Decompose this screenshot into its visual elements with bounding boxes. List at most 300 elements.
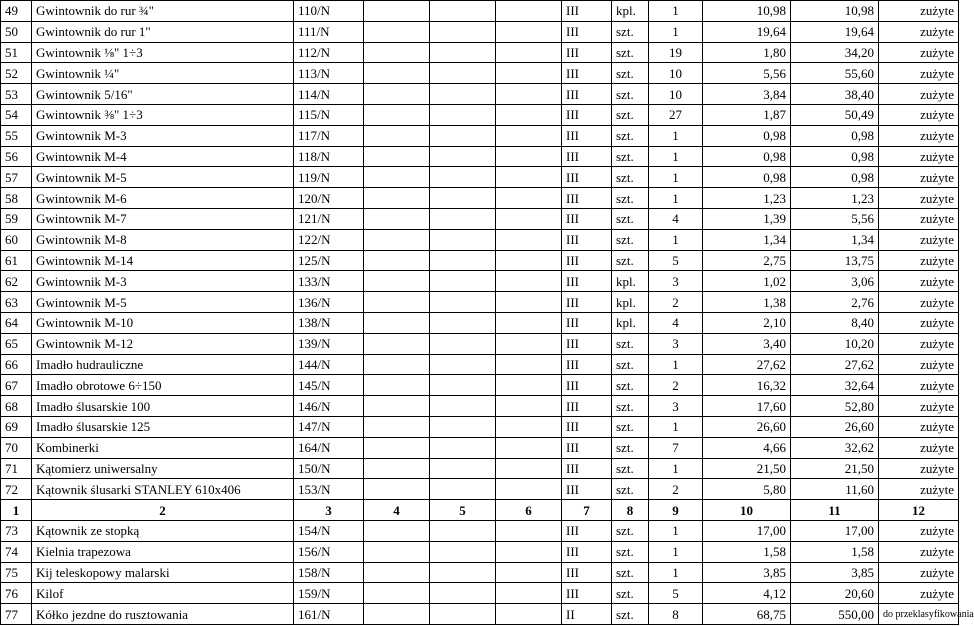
quantity-cell: 1 [649, 125, 703, 146]
status-cell: zużyte [879, 375, 959, 396]
unit-cell: szt. [612, 333, 649, 354]
empty-cell [364, 416, 430, 437]
table-row [1, 167, 959, 188]
unit-cell: szt. [612, 583, 649, 604]
empty-cell [496, 21, 562, 42]
unit-price-cell: 5,56 [703, 63, 791, 84]
unit-price-cell: 1,02 [703, 271, 791, 292]
column-number: 8 [612, 500, 649, 521]
empty-cell [496, 125, 562, 146]
table-row [1, 84, 959, 105]
status-cell: zużyte [879, 229, 959, 250]
inventory-number-cell: 161/N [294, 604, 364, 625]
empty-cell [430, 312, 496, 333]
total-value-cell: 38,40 [791, 84, 879, 105]
unit-cell: kpl. [612, 271, 649, 292]
unit-price-cell: 27,62 [703, 354, 791, 375]
item-name-cell: Kielnia trapezowa [32, 541, 294, 562]
empty-cell [364, 146, 430, 167]
quantity-cell: 4 [649, 208, 703, 229]
inventory-number-cell: 146/N [294, 396, 364, 417]
total-value-cell: 0,98 [791, 167, 879, 188]
unit-price-cell: 26,60 [703, 416, 791, 437]
status-cell: zużyte [879, 416, 959, 437]
empty-cell [364, 354, 430, 375]
empty-cell [364, 458, 430, 479]
empty-cell [364, 604, 430, 625]
inventory-number-cell: 120/N [294, 188, 364, 209]
empty-cell [496, 479, 562, 500]
row-number-cell: 63 [1, 292, 32, 313]
inventory-number-cell: 153/N [294, 479, 364, 500]
unit-price-cell: 0,98 [703, 167, 791, 188]
empty-cell [364, 375, 430, 396]
item-name-cell: Kilof [32, 583, 294, 604]
unit-cell: szt. [612, 188, 649, 209]
unit-cell: szt. [612, 208, 649, 229]
total-value-cell: 50,49 [791, 104, 879, 125]
unit-price-cell: 3,40 [703, 333, 791, 354]
column-number: 10 [703, 500, 791, 521]
empty-cell [430, 541, 496, 562]
status-cell: zużyte [879, 188, 959, 209]
unit-price-cell: 10,98 [703, 1, 791, 22]
status-cell: zużyte [879, 583, 959, 604]
unit-cell: szt. [612, 479, 649, 500]
unit-cell: szt. [612, 541, 649, 562]
empty-cell [496, 375, 562, 396]
empty-cell [496, 167, 562, 188]
empty-cell [430, 354, 496, 375]
item-name-cell: Kij teleskopowy malarski [32, 562, 294, 583]
column-number-row [1, 500, 959, 521]
item-name-cell: Kątownik ślusarki STANLEY 610x406 [32, 479, 294, 500]
row-number-cell: 64 [1, 312, 32, 333]
row-number-cell: 52 [1, 63, 32, 84]
status-cell: zużyte [879, 104, 959, 125]
class-cell: III [562, 146, 612, 167]
column-number: 7 [562, 500, 612, 521]
row-number-cell: 65 [1, 333, 32, 354]
empty-cell [496, 42, 562, 63]
quantity-cell: 1 [649, 229, 703, 250]
class-cell: III [562, 396, 612, 417]
quantity-cell: 5 [649, 583, 703, 604]
total-value-cell: 27,62 [791, 354, 879, 375]
empty-cell [364, 583, 430, 604]
unit-cell: szt. [612, 416, 649, 437]
row-number-cell: 60 [1, 229, 32, 250]
empty-cell [430, 104, 496, 125]
quantity-cell: 2 [649, 292, 703, 313]
empty-cell [496, 292, 562, 313]
unit-price-cell: 3,85 [703, 562, 791, 583]
unit-price-cell: 1,80 [703, 42, 791, 63]
total-value-cell: 5,56 [791, 208, 879, 229]
quantity-cell: 2 [649, 479, 703, 500]
empty-cell [496, 312, 562, 333]
row-number-cell: 66 [1, 354, 32, 375]
class-cell: III [562, 188, 612, 209]
empty-cell [364, 84, 430, 105]
unit-price-cell: 1,34 [703, 229, 791, 250]
status-cell: zużyte [879, 146, 959, 167]
table-row [1, 458, 959, 479]
unit-price-cell: 68,75 [703, 604, 791, 625]
item-name-cell: Gwintownik M-10 [32, 312, 294, 333]
class-cell: III [562, 21, 612, 42]
unit-cell: szt. [612, 437, 649, 458]
quantity-cell: 10 [649, 63, 703, 84]
empty-cell [496, 437, 562, 458]
total-value-cell: 1,58 [791, 541, 879, 562]
column-number: 9 [649, 500, 703, 521]
status-cell: do przeklasyfikowania [879, 604, 959, 625]
status-cell: zużyte [879, 208, 959, 229]
quantity-cell: 1 [649, 354, 703, 375]
empty-cell [430, 188, 496, 209]
item-name-cell: Gwintownik M-7 [32, 208, 294, 229]
empty-cell [364, 562, 430, 583]
quantity-cell: 1 [649, 416, 703, 437]
item-name-cell: Imadło hudrauliczne [32, 354, 294, 375]
row-number-cell: 62 [1, 271, 32, 292]
unit-price-cell: 1,58 [703, 541, 791, 562]
empty-cell [430, 271, 496, 292]
inventory-number-cell: 110/N [294, 1, 364, 22]
table-row [1, 604, 959, 625]
table-row [1, 63, 959, 84]
inventory-number-cell: 111/N [294, 21, 364, 42]
item-name-cell: Gwintownik M-8 [32, 229, 294, 250]
empty-cell [496, 458, 562, 479]
column-number-header [1, 500, 959, 521]
empty-cell [364, 42, 430, 63]
total-value-cell: 34,20 [791, 42, 879, 63]
inventory-number-cell: 145/N [294, 375, 364, 396]
unit-price-cell: 16,32 [703, 375, 791, 396]
table-row [1, 188, 959, 209]
table-row [1, 354, 959, 375]
empty-cell [496, 63, 562, 84]
item-name-cell: Gwintownik M-5 [32, 292, 294, 313]
status-cell: zużyte [879, 479, 959, 500]
quantity-cell: 1 [649, 21, 703, 42]
row-number-cell: 58 [1, 188, 32, 209]
column-number: 11 [791, 500, 879, 521]
row-number-cell: 68 [1, 396, 32, 417]
quantity-cell: 1 [649, 562, 703, 583]
unit-cell: kpl. [612, 292, 649, 313]
empty-cell [496, 1, 562, 22]
item-name-cell: Gwintownik M-4 [32, 146, 294, 167]
total-value-cell: 52,80 [791, 396, 879, 417]
empty-cell [430, 21, 496, 42]
empty-cell [364, 125, 430, 146]
empty-cell [496, 188, 562, 209]
unit-cell: szt. [612, 104, 649, 125]
table-body-top [1, 1, 959, 500]
row-number-cell: 76 [1, 583, 32, 604]
class-cell: III [562, 583, 612, 604]
column-number: 4 [364, 500, 430, 521]
status-cell: zużyte [879, 292, 959, 313]
table-row [1, 125, 959, 146]
status-cell: zużyte [879, 125, 959, 146]
total-value-cell: 2,76 [791, 292, 879, 313]
table-row [1, 250, 959, 271]
inventory-number-cell: 136/N [294, 292, 364, 313]
empty-cell [430, 125, 496, 146]
unit-price-cell: 5,80 [703, 479, 791, 500]
unit-price-cell: 4,66 [703, 437, 791, 458]
item-name-cell: Gwintownik M-14 [32, 250, 294, 271]
quantity-cell: 1 [649, 1, 703, 22]
inventory-number-cell: 125/N [294, 250, 364, 271]
item-name-cell: Gwintownik 5/16" [32, 84, 294, 105]
total-value-cell: 13,75 [791, 250, 879, 271]
unit-price-cell: 3,84 [703, 84, 791, 105]
table-row [1, 375, 959, 396]
inventory-number-cell: 150/N [294, 458, 364, 479]
unit-price-cell: 19,64 [703, 21, 791, 42]
unit-cell: szt. [612, 229, 649, 250]
class-cell: III [562, 1, 612, 22]
class-cell: III [562, 250, 612, 271]
inventory-number-cell: 164/N [294, 437, 364, 458]
unit-cell: szt. [612, 354, 649, 375]
empty-cell [364, 396, 430, 417]
empty-cell [430, 42, 496, 63]
unit-cell: szt. [612, 375, 649, 396]
column-number: 1 [1, 500, 32, 521]
item-name-cell: Kątownik ze stopką [32, 520, 294, 541]
empty-cell [364, 104, 430, 125]
inventory-number-cell: 112/N [294, 42, 364, 63]
unit-cell: szt. [612, 167, 649, 188]
row-number-cell: 57 [1, 167, 32, 188]
status-cell: zużyte [879, 396, 959, 417]
item-name-cell: Gwintownik ⅜" 1÷3 [32, 104, 294, 125]
status-cell: zużyte [879, 437, 959, 458]
class-cell: II [562, 604, 612, 625]
quantity-cell: 8 [649, 604, 703, 625]
inventory-number-cell: 118/N [294, 146, 364, 167]
unit-cell: szt. [612, 42, 649, 63]
empty-cell [430, 208, 496, 229]
total-value-cell: 55,60 [791, 63, 879, 84]
inventory-number-cell: 159/N [294, 583, 364, 604]
class-cell: III [562, 562, 612, 583]
item-name-cell: Gwintownik ⅛" 1÷3 [32, 42, 294, 63]
unit-price-cell: 1,23 [703, 188, 791, 209]
inventory-number-cell: 138/N [294, 312, 364, 333]
unit-price-cell: 2,10 [703, 312, 791, 333]
class-cell: III [562, 42, 612, 63]
total-value-cell: 0,98 [791, 146, 879, 167]
inventory-number-cell: 117/N [294, 125, 364, 146]
empty-cell [430, 479, 496, 500]
empty-cell [430, 84, 496, 105]
empty-cell [364, 520, 430, 541]
table-row [1, 42, 959, 63]
empty-cell [364, 271, 430, 292]
unit-price-cell: 0,98 [703, 146, 791, 167]
status-cell: zużyte [879, 1, 959, 22]
empty-cell [496, 604, 562, 625]
row-number-cell: 55 [1, 125, 32, 146]
total-value-cell: 0,98 [791, 125, 879, 146]
empty-cell [430, 375, 496, 396]
table-row [1, 208, 959, 229]
row-number-cell: 69 [1, 416, 32, 437]
total-value-cell: 21,50 [791, 458, 879, 479]
inventory-number-cell: 156/N [294, 541, 364, 562]
unit-price-cell: 1,87 [703, 104, 791, 125]
row-number-cell: 50 [1, 21, 32, 42]
table-row [1, 312, 959, 333]
item-name-cell: Kombinerki [32, 437, 294, 458]
quantity-cell: 7 [649, 437, 703, 458]
quantity-cell: 3 [649, 333, 703, 354]
status-cell: zużyte [879, 271, 959, 292]
row-number-cell: 53 [1, 84, 32, 105]
table-row [1, 229, 959, 250]
item-name-cell: Gwintownik M-3 [32, 125, 294, 146]
empty-cell [364, 63, 430, 84]
table-row [1, 479, 959, 500]
row-number-cell: 67 [1, 375, 32, 396]
row-number-cell: 49 [1, 1, 32, 22]
row-number-cell: 77 [1, 604, 32, 625]
empty-cell [496, 396, 562, 417]
empty-cell [496, 208, 562, 229]
empty-cell [430, 63, 496, 84]
inventory-number-cell: 139/N [294, 333, 364, 354]
class-cell: III [562, 292, 612, 313]
inventory-number-cell: 113/N [294, 63, 364, 84]
inventory-number-cell: 144/N [294, 354, 364, 375]
item-name-cell: Gwintownik ¼" [32, 63, 294, 84]
unit-cell: kpl. [612, 1, 649, 22]
class-cell: III [562, 375, 612, 396]
row-number-cell: 51 [1, 42, 32, 63]
quantity-cell: 1 [649, 458, 703, 479]
status-cell: zużyte [879, 562, 959, 583]
class-cell: III [562, 84, 612, 105]
total-value-cell: 19,64 [791, 21, 879, 42]
total-value-cell: 17,00 [791, 520, 879, 541]
status-cell: zużyte [879, 63, 959, 84]
class-cell: III [562, 229, 612, 250]
table-row [1, 562, 959, 583]
class-cell: III [562, 104, 612, 125]
row-number-cell: 74 [1, 541, 32, 562]
quantity-cell: 5 [649, 250, 703, 271]
empty-cell [496, 229, 562, 250]
table-row [1, 437, 959, 458]
total-value-cell: 3,06 [791, 271, 879, 292]
empty-cell [430, 229, 496, 250]
total-value-cell: 26,60 [791, 416, 879, 437]
status-cell: zużyte [879, 520, 959, 541]
unit-cell: szt. [612, 562, 649, 583]
unit-cell: szt. [612, 396, 649, 417]
quantity-cell: 1 [649, 188, 703, 209]
unit-cell: szt. [612, 84, 649, 105]
table-row [1, 146, 959, 167]
empty-cell [496, 562, 562, 583]
empty-cell [430, 520, 496, 541]
empty-cell [364, 188, 430, 209]
table-row [1, 416, 959, 437]
row-number-cell: 61 [1, 250, 32, 271]
class-cell: III [562, 125, 612, 146]
table-row [1, 333, 959, 354]
column-number: 5 [430, 500, 496, 521]
row-number-cell: 54 [1, 104, 32, 125]
empty-cell [364, 1, 430, 22]
empty-cell [364, 167, 430, 188]
item-name-cell: Gwintownik M-5 [32, 167, 294, 188]
unit-cell: szt. [612, 146, 649, 167]
empty-cell [496, 354, 562, 375]
empty-cell [430, 396, 496, 417]
unit-cell: kpl. [612, 312, 649, 333]
empty-cell [496, 271, 562, 292]
unit-cell: szt. [612, 250, 649, 271]
item-name-cell: Gwintownik M-3 [32, 271, 294, 292]
empty-cell [496, 84, 562, 105]
total-value-cell: 1,34 [791, 229, 879, 250]
quantity-cell: 3 [649, 271, 703, 292]
empty-cell [430, 167, 496, 188]
total-value-cell: 20,60 [791, 583, 879, 604]
empty-cell [496, 250, 562, 271]
table-row [1, 583, 959, 604]
total-value-cell: 1,23 [791, 188, 879, 209]
inventory-number-cell: 121/N [294, 208, 364, 229]
class-cell: III [562, 312, 612, 333]
inventory-number-cell: 122/N [294, 229, 364, 250]
class-cell: III [562, 541, 612, 562]
unit-cell: szt. [612, 458, 649, 479]
empty-cell [364, 333, 430, 354]
empty-cell [496, 104, 562, 125]
status-cell: zużyte [879, 21, 959, 42]
total-value-cell: 8,40 [791, 312, 879, 333]
table-row [1, 1, 959, 22]
quantity-cell: 4 [649, 312, 703, 333]
empty-cell [364, 437, 430, 458]
class-cell: III [562, 333, 612, 354]
class-cell: III [562, 271, 612, 292]
status-cell: zużyte [879, 84, 959, 105]
item-name-cell: Imadło ślusarskie 100 [32, 396, 294, 417]
unit-price-cell: 1,38 [703, 292, 791, 313]
table-row [1, 271, 959, 292]
unit-price-cell: 17,00 [703, 520, 791, 541]
row-number-cell: 70 [1, 437, 32, 458]
empty-cell [496, 333, 562, 354]
class-cell: III [562, 479, 612, 500]
status-cell: zużyte [879, 458, 959, 479]
total-value-cell: 3,85 [791, 562, 879, 583]
status-cell: zużyte [879, 42, 959, 63]
table-row [1, 104, 959, 125]
empty-cell [364, 479, 430, 500]
table-row [1, 520, 959, 541]
